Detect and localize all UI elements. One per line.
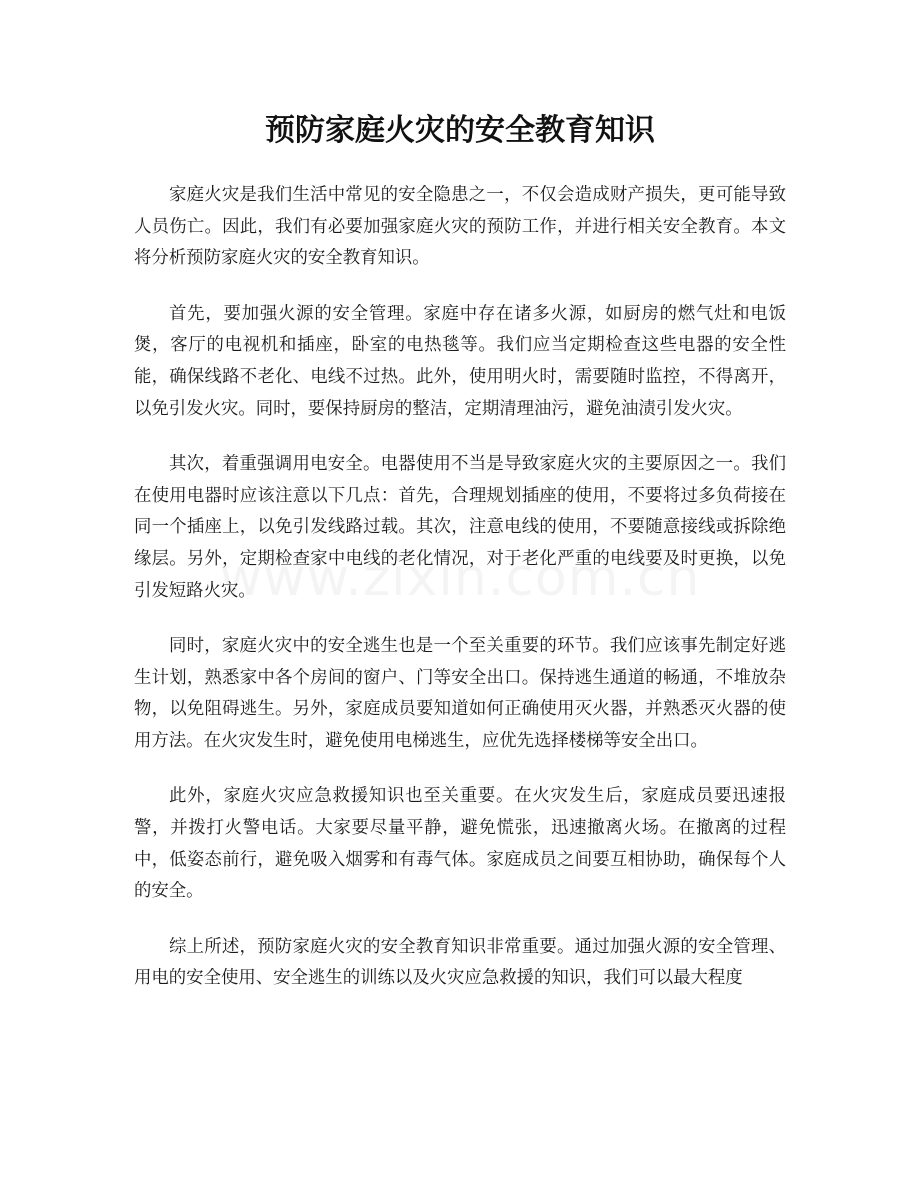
paragraph-6: 综上所述，预防家庭火灾的安全教育知识非常重要。通过加强火源的安全管理、用电的安全使用、安全逃生的训练以及火灾应急救援的知识，我们可以最大程度 xyxy=(134,936,786,989)
document-body xyxy=(134,180,786,1018)
paragraph-5: 此外，家庭火灾应急救援知识也至关重要。在火灾发生后，家庭成员要迅速报警，并拨打火警电话。大家要尽量平静，避免慌张，迅速撤离火场。在撤离的过程中，低姿态前行，避免吸入烟雾和有毒气体。家庭成员之间要互相协助，确保每个人的安全。 xyxy=(134,786,786,902)
paragraph-1: 家庭火灾是我们生活中常见的安全隐患之一，不仅会造成财产损失，更可能导致人员伤亡。因此，我们有必要加强家庭火灾的预防工作，并进行相关安全教育。本文将分析预防家庭火灾的安全教育知识。 xyxy=(134,185,786,269)
paragraph-2: 首先，要加强火源的安全管理。家庭中存在诸多火源，如厨房的燃气灶和电饭煲，客厅的电视机和插座，卧室的电热毯等。我们应当定期检查这些电器的安全性能，确保线路不老化、电线不过热。此外，使用明火时，需要随时监控，不得离开，以免引发火灾。同时，要保持厨房的整洁，定期清理油污，避免油渍引发火灾。 xyxy=(134,303,786,419)
paragraph-3: 其次，着重强调用电安全。电器使用不当是导致家庭火灾的主要原因之一。我们在使用电器时应该注意以下几点：首先，合理规划插座的使用，不要将过多负荷接在同一个插座上，以免引发线路过载。其次，注意电线的使用，不要随意接线或拆除绝缘层。另外，定期检查家中电线的老化情况，对于老化严重的电线要及时更换，以免引发短路火灾。 xyxy=(134,453,786,601)
document-title: 预防家庭火灾的安全教育知识 xyxy=(265,113,655,148)
paragraph-4: 同时，家庭火灾中的安全逃生也是一个至关重要的环节。我们应该事先制定好逃生计划，熟悉家中各个房间的窗户、门等安全出口。保持逃生通道的畅通，不堆放杂物，以免阻碍逃生。另外，家庭成员要知道如何正确使用灭火器，并熟悉灭火器的使用方法。在火灾发生时，避免使用电梯逃生，应优先选择楼梯等安全出口。 xyxy=(134,635,786,752)
